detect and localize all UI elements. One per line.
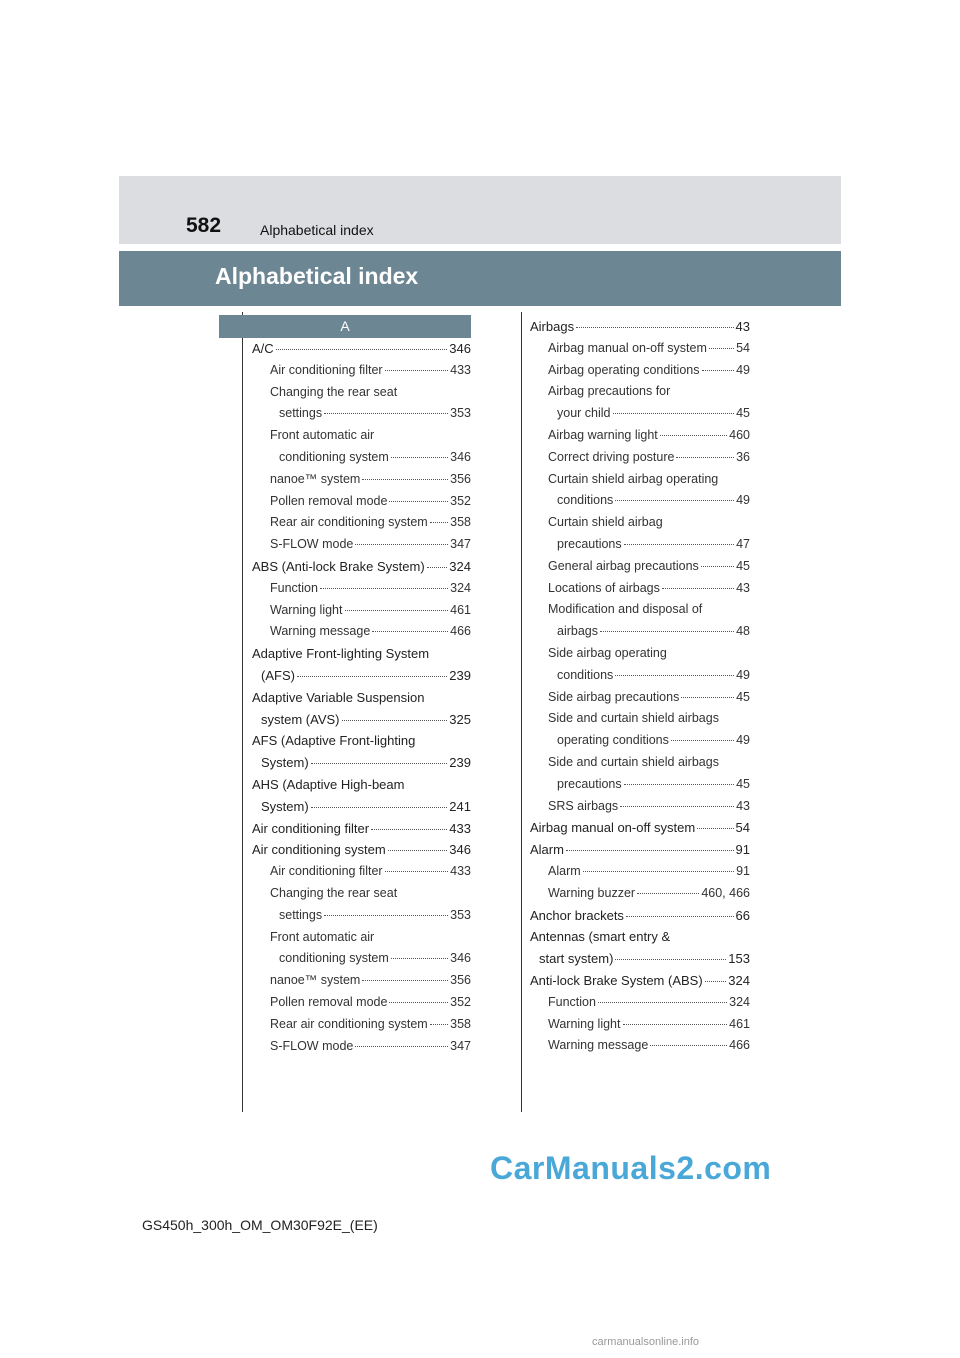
leader-dots — [615, 959, 726, 960]
index-entry[interactable] — [252, 709, 471, 731]
index-entry-label: nanoe™ system — [270, 973, 361, 988]
index-entry-label: Warning light — [548, 1016, 621, 1031]
index-entry-label: Front automatic air — [270, 929, 375, 944]
index-entry-page[interactable]: 49 — [736, 733, 750, 748]
index-entry-label: Curtain shield airbag operating — [548, 471, 719, 486]
index-entry[interactable] — [252, 621, 471, 643]
index-entry-page[interactable]: 358 — [450, 1016, 471, 1031]
index-entry-page[interactable]: 460, 466 — [701, 885, 750, 900]
index-entry[interactable] — [252, 970, 471, 992]
index-entry[interactable] — [530, 1035, 750, 1057]
index-entry-label: conditions — [557, 667, 614, 682]
index-entry[interactable] — [252, 1036, 471, 1058]
index-entry-label: SRS airbags — [548, 798, 619, 813]
index-entry-label: Front automatic air — [270, 428, 375, 443]
index-entry-label: Adaptive Variable Suspension — [252, 689, 425, 705]
index-entry-page[interactable]: 346 — [449, 842, 471, 858]
index-entry[interactable] — [252, 578, 471, 600]
index-entry[interactable] — [252, 665, 471, 687]
index-entry-page[interactable]: 66 — [735, 907, 750, 923]
column-rule-left — [242, 312, 243, 1112]
index-entry-label: Airbags — [530, 319, 575, 334]
index-entry-page[interactable]: 91 — [736, 863, 750, 878]
index-entry-page[interactable]: 47 — [736, 536, 750, 551]
index-entry[interactable] — [252, 687, 471, 709]
index-entry[interactable] — [252, 1014, 471, 1036]
index-entry-page[interactable]: 239 — [449, 667, 471, 683]
leader-dots — [576, 327, 733, 328]
running-head: Alphabetical index — [260, 222, 374, 238]
index-entry-label: conditioning system — [279, 449, 389, 464]
index-entry-label: ABS (Anti-lock Brake System) — [252, 558, 425, 574]
index-entry[interactable] — [530, 643, 750, 665]
index-entry-label: Air conditioning filter — [252, 820, 370, 836]
index-entry-page[interactable]: 45 — [736, 558, 750, 573]
index-entry[interactable] — [252, 338, 471, 360]
index-entry-page[interactable]: 43 — [736, 798, 750, 813]
index-entry[interactable] — [252, 818, 471, 840]
index-entry-label: Changing the rear seat — [270, 885, 398, 900]
leader-dots — [311, 763, 448, 764]
index-entry-page[interactable]: 325 — [449, 711, 471, 727]
index-entry[interactable] — [530, 338, 750, 360]
index-entry-page[interactable]: 433 — [450, 864, 471, 879]
leader-dots — [430, 522, 448, 523]
index-entry[interactable] — [252, 861, 471, 883]
index-entry-page[interactable]: 347 — [450, 537, 471, 552]
index-entry[interactable] — [252, 927, 471, 949]
index-entry-page[interactable]: 54 — [736, 340, 750, 355]
index-entry-page[interactable]: 48 — [736, 624, 750, 639]
index-entry[interactable] — [252, 600, 471, 622]
index-entry-label: settings — [279, 406, 323, 421]
index-entry-label: operating conditions — [557, 733, 669, 748]
index-entry-page[interactable]: 466 — [729, 1038, 750, 1053]
index-entry[interactable] — [252, 992, 471, 1014]
index-entry-label: Alarm — [548, 863, 581, 878]
index-entry[interactable] — [252, 403, 471, 425]
index-entry-label: Function — [548, 994, 596, 1009]
index-entry-page[interactable]: 433 — [449, 820, 471, 836]
index-entry-page[interactable]: 241 — [449, 798, 471, 814]
leader-dots — [623, 1024, 728, 1025]
index-entry-page[interactable]: 153 — [728, 951, 750, 967]
index-entry[interactable] — [530, 839, 750, 861]
leader-dots — [583, 871, 734, 872]
index-entry[interactable] — [252, 774, 471, 796]
index-entry-label: start system) — [539, 951, 614, 967]
leader-dots — [709, 348, 734, 349]
index-entry-label: Airbag precautions for — [548, 384, 671, 399]
document-code: GS450h_300h_OM_OM30F92E_(EE) — [142, 1217, 378, 1233]
index-entry[interactable] — [530, 905, 750, 927]
index-entry-page[interactable]: 433 — [450, 362, 471, 377]
leader-dots — [371, 829, 447, 830]
leader-dots — [391, 958, 448, 959]
index-entry-label: S-FLOW mode — [270, 1038, 354, 1053]
column-rule-right — [521, 312, 522, 1112]
leader-dots — [276, 349, 448, 350]
index-entry-label: AHS (Adaptive High-beam — [252, 776, 405, 792]
index-entry-label: Airbag manual on-off system — [548, 340, 707, 355]
index-entry[interactable] — [530, 1014, 750, 1036]
index-entry[interactable] — [252, 752, 471, 774]
index-entry-label: Side and curtain shield airbags — [548, 711, 719, 726]
index-entry-label: precautions — [557, 776, 622, 791]
index-entry[interactable] — [530, 752, 750, 774]
index-entry[interactable] — [530, 970, 750, 992]
index-entry[interactable] — [252, 730, 471, 752]
index-entry[interactable] — [252, 425, 471, 447]
index-entry[interactable] — [530, 556, 750, 578]
index-entry[interactable] — [530, 796, 750, 818]
index-entry-page[interactable]: 43 — [736, 580, 750, 595]
index-entry-page[interactable]: 45 — [736, 406, 750, 421]
index-entry-label: Adaptive Front-lighting System — [252, 646, 430, 662]
index-entry-page[interactable]: 45 — [736, 689, 750, 704]
section-letter-header: A — [219, 315, 471, 338]
index-entry-page[interactable]: 346 — [450, 951, 471, 966]
index-entry[interactable] — [530, 381, 750, 403]
leader-dots — [566, 850, 734, 851]
index-entry-page[interactable]: 324 — [728, 972, 750, 988]
index-entry-label: Air conditioning filter — [270, 864, 383, 879]
leader-dots — [324, 915, 448, 916]
leader-dots — [624, 544, 734, 545]
index-entry-label: Airbag operating conditions — [548, 362, 700, 377]
index-entry-page[interactable]: 356 — [450, 471, 471, 486]
leader-dots — [676, 457, 734, 458]
index-entry-page[interactable]: 352 — [450, 994, 471, 1009]
index-entry-page[interactable]: 353 — [450, 907, 471, 922]
index-entry-label: Changing the rear seat — [270, 384, 398, 399]
page-title: Alphabetical index — [215, 263, 419, 289]
index-entry[interactable] — [252, 491, 471, 513]
index-entry-page[interactable]: 324 — [449, 558, 471, 574]
index-entry[interactable] — [252, 839, 471, 861]
index-entry[interactable] — [530, 621, 750, 643]
index-column-left — [252, 338, 471, 1057]
leader-dots — [624, 784, 734, 785]
index-entry[interactable] — [530, 578, 750, 600]
index-entry-page[interactable]: 461 — [729, 1016, 750, 1031]
index-entry-page[interactable]: 91 — [735, 842, 750, 858]
index-entry-label: Air conditioning system — [252, 842, 386, 858]
index-entry-label: conditions — [557, 493, 614, 508]
index-entry-label: (AFS) — [261, 667, 295, 683]
index-entry-page[interactable]: 352 — [450, 493, 471, 508]
index-entry-label: Correct driving posture — [548, 449, 675, 464]
index-entry[interactable] — [530, 490, 750, 512]
watermark-text: carmanualsonline.info — [592, 1336, 700, 1348]
leader-dots — [345, 610, 449, 611]
index-entry-label: Pollen removal mode — [270, 493, 388, 508]
index-entry-label: Warning message — [270, 624, 371, 639]
index-entry-label: Curtain shield airbag — [548, 515, 663, 530]
index-entry-label: Side and curtain shield airbags — [548, 754, 719, 769]
leader-dots — [615, 675, 734, 676]
index-entry[interactable] — [530, 687, 750, 709]
index-entry-page[interactable]: 324 — [729, 994, 750, 1009]
index-entry-label: Side airbag precautions — [548, 689, 680, 704]
index-entry[interactable] — [530, 425, 750, 447]
index-entry-page[interactable]: 353 — [450, 406, 471, 421]
leader-dots — [671, 740, 734, 741]
index-entry-label: Warning light — [270, 602, 343, 617]
index-entry-label: Rear air conditioning system — [270, 515, 428, 530]
index-entry[interactable] — [530, 948, 750, 970]
leader-dots — [637, 893, 699, 894]
leader-dots — [389, 1002, 448, 1003]
leader-dots — [427, 567, 448, 568]
index-entry[interactable] — [530, 469, 750, 491]
index-entry[interactable] — [530, 665, 750, 687]
leader-dots — [362, 980, 448, 981]
leader-dots — [362, 479, 448, 480]
index-entry[interactable] — [252, 796, 471, 818]
index-entry-label: Rear air conditioning system — [270, 1016, 428, 1031]
index-entry[interactable] — [530, 316, 750, 338]
index-entry-label: Air conditioning filter — [270, 362, 383, 377]
leader-dots — [615, 500, 734, 501]
index-column-right — [530, 316, 750, 1057]
index-entry[interactable] — [252, 556, 471, 578]
index-entry-label: Airbag warning light — [548, 427, 658, 442]
leader-dots — [385, 370, 449, 371]
index-entry-label: airbags — [557, 624, 598, 639]
index-entry[interactable] — [530, 774, 750, 796]
index-entry-page[interactable]: 45 — [736, 776, 750, 791]
index-entry-label: AFS (Adaptive Front-lighting — [252, 733, 416, 749]
index-entry-label: nanoe™ system — [270, 471, 361, 486]
index-entry[interactable] — [530, 534, 750, 556]
index-entry[interactable] — [530, 817, 750, 839]
page-number: 582 — [186, 214, 222, 237]
index-entry-label: Modification and disposal of — [548, 602, 703, 617]
leader-dots — [385, 871, 449, 872]
index-entry-label: Airbag manual on-off system — [530, 820, 696, 836]
leader-dots — [681, 697, 734, 698]
index-entry-label: Antennas (smart entry & — [530, 929, 671, 945]
index-entry-page[interactable]: 49 — [736, 493, 750, 508]
index-entry-label: Locations of airbags — [548, 580, 660, 595]
index-entry-page[interactable]: 356 — [450, 973, 471, 988]
leader-dots — [388, 850, 448, 851]
leader-dots — [355, 544, 448, 545]
index-entry[interactable] — [252, 534, 471, 556]
index-entry-label: precautions — [557, 536, 622, 551]
leader-dots — [355, 1046, 448, 1047]
index-entry[interactable] — [252, 883, 471, 905]
leader-dots — [389, 501, 448, 502]
leader-dots — [372, 631, 448, 632]
index-entry-page[interactable]: 54 — [735, 820, 750, 836]
leader-dots — [598, 1002, 727, 1003]
index-entry-label: A/C — [252, 341, 274, 356]
index-entry-page[interactable]: 49 — [736, 667, 750, 682]
index-entry-label: Alarm — [530, 842, 564, 858]
index-entry-label: system (AVS) — [261, 711, 340, 727]
index-entry-label: System) — [261, 755, 309, 771]
leader-dots — [324, 413, 448, 414]
leader-dots — [662, 588, 734, 589]
site-logo[interactable]: CarManuals2.com — [490, 1150, 772, 1186]
leader-dots — [297, 676, 447, 677]
index-entry[interactable] — [530, 708, 750, 730]
header-band — [119, 176, 841, 244]
index-entry-label: General airbag precautions — [548, 558, 699, 573]
index-entry[interactable] — [252, 360, 471, 382]
index-entry[interactable] — [530, 360, 750, 382]
leader-dots — [626, 916, 734, 917]
index-entry-page[interactable]: 347 — [450, 1038, 471, 1053]
index-entry[interactable] — [530, 447, 750, 469]
index-entry-page[interactable]: 36 — [736, 449, 750, 464]
index-entry-page[interactable]: 43 — [735, 319, 750, 334]
index-entry-label: S-FLOW mode — [270, 537, 354, 552]
index-entry-label: Pollen removal mode — [270, 994, 388, 1009]
index-entry-label: Side airbag operating — [548, 645, 667, 660]
leader-dots — [701, 566, 734, 567]
index-entry[interactable] — [530, 730, 750, 752]
index-entry-page[interactable]: 346 — [449, 341, 471, 356]
leader-dots — [311, 807, 448, 808]
leader-dots — [705, 981, 727, 982]
title-band — [119, 251, 841, 306]
leader-dots — [620, 806, 734, 807]
index-entry-label: Warning message — [548, 1038, 649, 1053]
index-entry-label: Anchor brackets — [530, 907, 624, 923]
index-entry-label: System) — [261, 798, 309, 814]
index-entry-page[interactable]: 324 — [450, 580, 471, 595]
leader-dots — [650, 1045, 727, 1046]
index-entry-label: your child — [557, 406, 611, 421]
index-entry-page[interactable]: 358 — [450, 515, 471, 530]
leader-dots — [697, 828, 733, 829]
index-entry[interactable] — [252, 469, 471, 491]
index-entry-page[interactable]: 346 — [450, 449, 471, 464]
leader-dots — [660, 435, 727, 436]
index-entry[interactable] — [252, 382, 471, 404]
leader-dots — [613, 413, 735, 414]
index-entry[interactable] — [252, 905, 471, 927]
leader-dots — [702, 370, 735, 371]
leader-dots — [342, 720, 448, 721]
index-entry[interactable] — [530, 861, 750, 883]
leader-dots — [430, 1024, 448, 1025]
index-entry[interactable] — [252, 948, 471, 970]
index-entry-label: Anti-lock Brake System (ABS) — [530, 972, 703, 988]
index-entry[interactable] — [530, 992, 750, 1014]
index-entry[interactable] — [252, 447, 471, 469]
index-entry-page[interactable]: 460 — [729, 427, 750, 442]
leader-dots — [320, 588, 448, 589]
index-entry-label: settings — [279, 907, 323, 922]
index-entry[interactable] — [530, 926, 750, 948]
index-entry[interactable] — [252, 643, 471, 665]
index-entry-page[interactable]: 466 — [450, 624, 471, 639]
index-entry[interactable] — [530, 599, 750, 621]
index-entry-label: conditioning system — [279, 951, 389, 966]
index-entry-page[interactable]: 49 — [736, 362, 750, 377]
leader-dots — [391, 457, 448, 458]
index-entry[interactable] — [530, 883, 750, 905]
index-entry-page[interactable]: 461 — [450, 602, 471, 617]
leader-dots — [600, 631, 734, 632]
index-entry[interactable] — [530, 512, 750, 534]
index-entry-label: Function — [270, 580, 318, 595]
index-entry[interactable] — [530, 403, 750, 425]
index-entry[interactable] — [252, 512, 471, 534]
index-entry-page[interactable]: 239 — [449, 755, 471, 771]
index-entry-label: Warning buzzer — [548, 885, 636, 900]
